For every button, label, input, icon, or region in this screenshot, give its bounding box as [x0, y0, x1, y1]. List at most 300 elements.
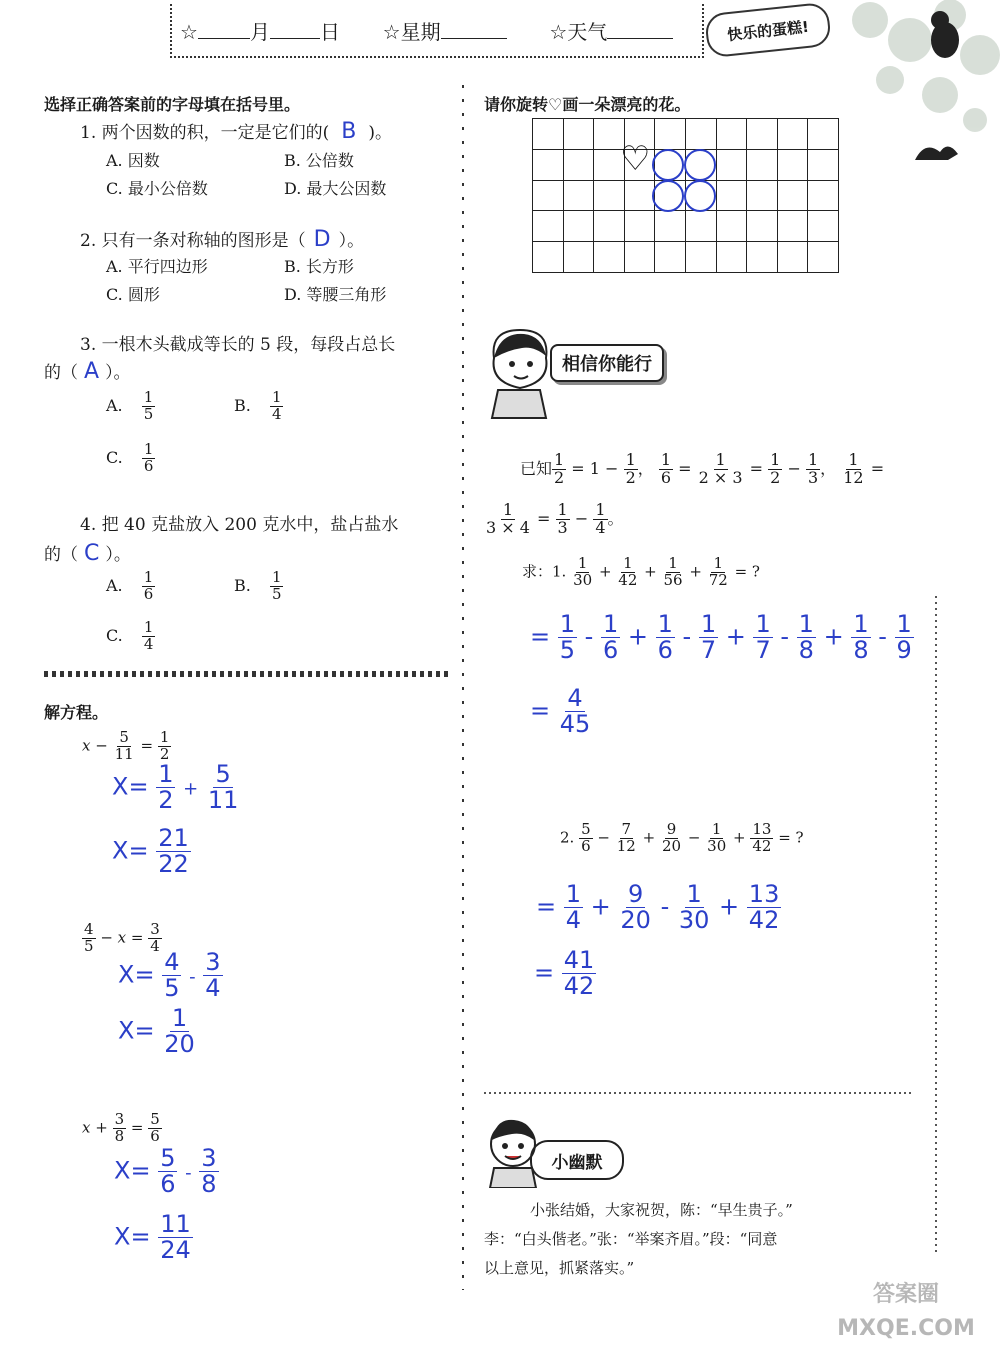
eq1-f2-num: 1: [159, 728, 170, 746]
ans2-result-equals: =: [534, 958, 555, 987]
fraction-denominator: 4: [565, 906, 582, 935]
q2-option-a: A. 平行四边形: [106, 257, 208, 276]
eq3-lhs-text: x +: [82, 1118, 108, 1137]
q3-option-a-den: 5: [143, 404, 154, 423]
grid-cell[interactable]: [685, 210, 717, 242]
equation-2-step1[interactable]: [118, 950, 223, 1001]
grid-cell[interactable]: [777, 210, 809, 242]
question-4-stem2: 的（: [44, 545, 78, 565]
star-icon: ☆: [180, 20, 198, 44]
answer-2-result[interactable]: [534, 948, 596, 999]
eq3-f1-den: 8: [114, 1126, 125, 1145]
fraction: [615, 822, 638, 855]
choice-section-title: 选择正确答案前的字母填在括号里。: [44, 95, 301, 114]
fraction-denominator: 7: [755, 636, 771, 665]
fraction-numerator: 1: [668, 554, 678, 572]
fraction-numerator: 1: [686, 880, 702, 908]
grid-cell[interactable]: [563, 241, 595, 273]
watermark: [816, 1278, 996, 1354]
eq3-step1-f1-den: 6: [160, 1170, 176, 1199]
fraction: [851, 612, 870, 663]
equation-3-problem: [82, 1112, 162, 1145]
fraction-denominator: 42: [748, 906, 780, 935]
equation-1-problem: [82, 730, 171, 763]
eq1-f1-num: 5: [119, 728, 129, 746]
fraction: [747, 882, 782, 933]
eq1-step1-f2-num: 5: [215, 760, 231, 788]
question-1-stem: 1. 两个因数的积，一定是它们的(: [80, 123, 330, 143]
weekday-label: ☆星期: [382, 20, 441, 44]
eq3-step1-f2-num: 3: [201, 1144, 217, 1172]
eq1-f1-den: 11: [114, 744, 134, 763]
fraction: [564, 882, 583, 933]
section-divider-left: [44, 671, 448, 677]
known-f5-den: 2: [770, 467, 781, 487]
known-t3: =: [749, 458, 764, 478]
fraction-numerator: 7: [621, 820, 632, 838]
column-divider: [458, 85, 468, 1290]
weekday-blank[interactable]: [441, 38, 507, 39]
header-fields: [180, 16, 673, 45]
question-3-stem2: 的（: [44, 363, 78, 383]
fraction-denominator: 72: [708, 570, 728, 589]
eq3-step1-lhs: X=: [114, 1156, 151, 1185]
eq3-f2-den: 6: [150, 1126, 160, 1145]
fraction: [601, 612, 620, 663]
eq2-f2-den: 4: [150, 936, 160, 955]
known-f3-den: 6: [660, 467, 672, 487]
eq2-step2-lhs: X=: [118, 1016, 155, 1045]
q3-option-a: [106, 390, 155, 423]
ans1-op: -: [577, 622, 601, 651]
q4-option-a: [106, 570, 155, 603]
ask2-op: +: [637, 828, 660, 847]
fraction: [753, 612, 772, 663]
grid-cell[interactable]: [654, 210, 686, 242]
eq3-step1-f1-num: 5: [160, 1144, 176, 1172]
fraction-denominator: 6: [602, 636, 619, 665]
ans2-equals: =: [536, 892, 557, 921]
question-1-close: )。: [368, 123, 392, 143]
fraction-numerator: 9: [666, 820, 677, 838]
q4-option-a-num: 1: [143, 568, 154, 586]
ask2-op: +: [728, 828, 751, 847]
fraction-denominator: 30: [573, 570, 593, 589]
fraction-denominator: 42: [618, 570, 638, 589]
known-f2-den: 2: [625, 467, 636, 487]
eq1-step2-lhs: X=: [112, 836, 149, 865]
known-f10-den: 4: [595, 517, 606, 537]
eq1-step1-lhs: X=: [112, 772, 149, 801]
ans2-result-num: 41: [563, 946, 595, 974]
known-f7-num: 1: [848, 450, 859, 469]
q3-option-a-num: 1: [143, 388, 154, 406]
grid-cell[interactable]: [624, 210, 656, 242]
eq2-step2-den: 20: [164, 1030, 195, 1059]
q1-option-a: A. 因数: [106, 151, 160, 170]
eq3-f2-num: 5: [150, 1110, 160, 1128]
question-2: [80, 226, 364, 252]
ans1-op: +: [718, 622, 754, 651]
ask1-plus: +: [594, 562, 617, 581]
ask2-op: −: [683, 828, 706, 847]
fraction: [571, 556, 594, 589]
grid-cell[interactable]: [777, 241, 809, 273]
fraction-numerator: 1: [657, 610, 673, 638]
known-prefix: 已知: [520, 458, 553, 478]
q4-option-a-den: 6: [143, 584, 154, 603]
eq2-f1-num: 4: [84, 920, 94, 938]
eq1-step1-f1-den: 2: [158, 786, 174, 815]
known-f7-den: 12: [843, 467, 864, 487]
grid-cell[interactable]: [746, 118, 778, 150]
ask2-end: = ?: [773, 828, 804, 847]
grid-cell[interactable]: [746, 210, 778, 242]
known-sep1: ，: [637, 458, 654, 478]
known-sep2: ，: [820, 458, 837, 478]
known-f4-num: 1: [715, 450, 726, 469]
eq3-step1-f2-den: 8: [201, 1170, 217, 1199]
joke-line-1: 小张结婚，大家祝贺，陈：“早生贵子。”: [530, 1201, 793, 1219]
ans1-result-den: 45: [559, 710, 591, 739]
q4-option-b: [234, 570, 283, 603]
fraction-numerator: 1: [711, 820, 722, 838]
grid-cell[interactable]: [532, 149, 564, 181]
fraction-numerator: 1: [559, 610, 576, 638]
q1-option-d: D. 最大公因数: [284, 179, 387, 198]
month-label: 月: [249, 20, 270, 44]
known-end: 。: [607, 508, 624, 528]
grid-cell[interactable]: [807, 210, 839, 242]
fraction: [660, 822, 683, 855]
fraction: [677, 882, 712, 933]
q4-option-b-num: 1: [271, 568, 282, 586]
question-3-answer[interactable]: A: [84, 359, 100, 384]
fraction-numerator: 1: [623, 554, 633, 572]
known-formula-line1: [520, 452, 884, 487]
question-2-stem: 2. 只有一条对称轴的图形是（: [80, 231, 306, 251]
q3-option-c-den: 6: [143, 456, 154, 475]
answer-1-expansion[interactable]: [530, 612, 914, 663]
q4-option-c-num: 1: [143, 618, 154, 636]
known-f10-num: 1: [595, 500, 606, 519]
humor-badge-text: 小幽默: [551, 1152, 603, 1173]
ans2-result-den: 42: [563, 972, 595, 1001]
fraction-denominator: 6: [581, 836, 591, 855]
question-1-answer[interactable]: B: [341, 119, 357, 144]
q1-option-b: B. 公倍数: [284, 151, 354, 170]
eq3-f1-num: 3: [114, 1110, 125, 1128]
fraction-numerator: 13: [752, 820, 772, 838]
fraction-denominator: 56: [663, 570, 683, 589]
known-t5: =: [870, 458, 885, 478]
question-3: [80, 330, 395, 355]
known-t2: =: [678, 458, 692, 478]
eq3-step2-num: 11: [160, 1210, 191, 1238]
grid-cell[interactable]: [746, 241, 778, 273]
weather-blank[interactable]: [607, 38, 673, 39]
eq3-step2-lhs: X=: [114, 1222, 151, 1251]
grid-cell[interactable]: [746, 149, 778, 181]
q2-option-b: B. 长方形: [284, 257, 354, 276]
q1-option-c: C. 最小公倍数: [106, 179, 208, 198]
grid-cell[interactable]: [563, 210, 595, 242]
fraction: [707, 556, 730, 589]
fraction-denominator: 42: [752, 836, 772, 855]
joke-line-3: 以上意见，抓紧落实。”: [484, 1259, 635, 1277]
fraction-numerator: 1: [602, 610, 619, 638]
q3-option-b-num: 1: [271, 388, 282, 406]
grid-cell[interactable]: [716, 210, 748, 242]
q4-option-c: [106, 620, 155, 653]
ans1-result-equals: =: [530, 696, 551, 725]
fraction-denominator: 30: [678, 906, 710, 935]
q4-option-b-den: 5: [271, 584, 282, 603]
fraction-denominator: 30: [707, 836, 727, 855]
fraction-denominator: 8: [853, 636, 869, 665]
known-f8-den: 3 × 4: [486, 517, 530, 537]
eq3-step2-den: 24: [160, 1236, 191, 1265]
joke-line-2: 李：“白头偕老。”张：“举案齐眉。”段：“同意: [484, 1230, 778, 1248]
q3-option-b: [234, 390, 283, 423]
known-f5-num: 1: [770, 450, 781, 469]
eq1-step1-op: +: [183, 778, 199, 800]
grid-cell[interactable]: [777, 180, 809, 212]
fraction-numerator: 5: [581, 820, 591, 838]
right-margin-dotline: [935, 596, 937, 1256]
eq2-step1-lhs: X=: [118, 960, 155, 989]
joke-text: [484, 1196, 904, 1283]
fraction: [699, 612, 718, 663]
ans1-op: -: [772, 622, 797, 651]
weather-label: ☆天气: [549, 20, 608, 44]
eq1-f2-den: 2: [159, 744, 170, 763]
ans2-op: +: [711, 892, 747, 921]
fraction-denominator: 12: [616, 836, 636, 855]
equation-1-step1[interactable]: [112, 762, 240, 813]
ask1-plus: +: [639, 562, 662, 581]
grid-cell[interactable]: [532, 118, 564, 150]
eq3-equals: =: [130, 1118, 144, 1137]
eq3-step1-op: -: [185, 1162, 192, 1184]
grid-cell[interactable]: [654, 118, 686, 150]
fraction-numerator: 1: [700, 610, 717, 638]
question-3-stem: 3. 一根木头截成等长的 5 段，每段占总长: [80, 335, 396, 355]
grid-cell[interactable]: [563, 149, 595, 181]
fraction-numerator: 1: [577, 554, 588, 572]
grid-cell[interactable]: [685, 118, 717, 150]
grid-cell[interactable]: [777, 118, 809, 150]
section-divider-right: [484, 1092, 912, 1094]
ans1-op: -: [870, 622, 895, 651]
fraction: [656, 612, 675, 663]
fraction-denominator: 7: [700, 636, 717, 665]
fraction-numerator: 1: [755, 610, 771, 638]
fraction-denominator: 6: [657, 636, 673, 665]
flower-task-title: 请你旋转♡画一朵漂亮的花。: [484, 95, 691, 114]
ask-2: [560, 822, 804, 855]
q3-option-a-label: A.: [106, 395, 123, 415]
grid-cell[interactable]: [532, 180, 564, 212]
known-t1: = 1 −: [571, 458, 619, 478]
grid-cell[interactable]: [563, 180, 595, 212]
header-badge-text: 快乐的蛋糕!: [726, 17, 810, 44]
eq2-step1-f2-den: 4: [205, 974, 221, 1003]
fraction-denominator: 20: [620, 906, 651, 935]
known-f1-den: 2: [554, 467, 565, 487]
grid-cell[interactable]: [563, 118, 595, 150]
eq1-step1-f1-num: 1: [158, 760, 174, 788]
ans1-op: -: [674, 622, 699, 651]
believe-badge: 相信你能行: [550, 344, 664, 382]
equation-section-title: 解方程。: [44, 703, 109, 722]
grid-cell[interactable]: [807, 180, 839, 212]
ask2-prefix: 2.: [560, 828, 575, 847]
equation-3-step1[interactable]: [114, 1146, 219, 1197]
day-label: 日: [319, 20, 340, 44]
heart-icon: ♡: [620, 139, 651, 179]
fraction-numerator: 1: [853, 610, 869, 638]
ans1-result-num: 4: [567, 684, 583, 712]
q3-option-b-den: 4: [271, 404, 282, 423]
grid-cell[interactable]: [807, 241, 839, 273]
q4-option-b-label: B.: [234, 575, 251, 595]
fraction-denominator: 20: [661, 836, 682, 855]
ask-1: [522, 556, 760, 589]
known-formula-line2: [484, 502, 624, 537]
month-blank[interactable]: [198, 38, 250, 39]
ask1-prefix: 求：1.: [522, 562, 567, 581]
ask2-op: −: [592, 828, 615, 847]
known-t7: −: [574, 508, 589, 528]
header-badge: [704, 2, 832, 59]
known-f9-den: 3: [557, 517, 568, 537]
grid-cell[interactable]: [716, 180, 748, 212]
known-f1-num: 1: [554, 450, 565, 469]
corner-decoration: [830, 0, 1000, 180]
known-f4-den: 2 × 3: [698, 467, 743, 487]
ans1-equals: =: [530, 622, 551, 651]
ans2-op: -: [652, 892, 677, 921]
day-blank[interactable]: [270, 38, 320, 39]
q3-option-c: [106, 442, 155, 475]
ans2-op: +: [583, 892, 619, 921]
known-f6-den: 3: [807, 467, 819, 487]
grid-cell[interactable]: [807, 118, 839, 150]
eq2-step1-f1-num: 4: [164, 948, 180, 976]
q3-option-c-label: C.: [106, 447, 123, 467]
equation-1-step2[interactable]: [112, 826, 191, 877]
known-t4: −: [787, 458, 801, 478]
q2-option-c: C. 圆形: [106, 285, 160, 304]
q2-option-d: D. 等腰三角形: [284, 285, 387, 304]
q4-option-c-label: C.: [106, 625, 123, 645]
answer-1-result[interactable]: [530, 686, 592, 737]
question-1: [80, 118, 392, 144]
fraction: [895, 612, 914, 663]
grid-cell[interactable]: [777, 149, 809, 181]
grid-cell[interactable]: [593, 210, 625, 242]
fraction-denominator: 8: [798, 636, 814, 665]
grid-cell[interactable]: [716, 149, 748, 181]
fraction-numerator: 1: [798, 610, 814, 638]
eq2-step1-f1-den: 5: [164, 974, 180, 1003]
ask1-plus: +: [684, 562, 707, 581]
fraction: [618, 882, 653, 933]
q4-option-c-den: 4: [143, 634, 154, 653]
ask1-end: = ?: [729, 562, 760, 581]
fraction-numerator: 9: [628, 880, 644, 908]
question-4-stem: 4. 把 40 克盐放入 200 克水中，盐占盐水: [80, 515, 399, 535]
equation-2-step2[interactable]: [118, 1006, 197, 1057]
question-3-close: ）。: [105, 363, 131, 383]
fraction-numerator: 1: [896, 610, 912, 638]
boy-character-icon: [484, 328, 554, 420]
fraction: [662, 556, 685, 589]
grid-cell[interactable]: [716, 118, 748, 150]
fraction-numerator: 1: [565, 880, 582, 908]
eq2-f2-num: 3: [150, 920, 160, 938]
known-f6-num: 1: [807, 450, 819, 469]
fraction: [558, 612, 577, 663]
question-4-close: ）。: [105, 545, 131, 565]
grid-cell[interactable]: [624, 241, 656, 273]
grid-cell[interactable]: [685, 241, 717, 273]
flower-drawing: [650, 148, 720, 214]
known-f9-num: 1: [557, 500, 568, 519]
grid-cell[interactable]: [746, 180, 778, 212]
fraction-denominator: 5: [559, 636, 576, 665]
question-2-close: ）。: [338, 231, 365, 251]
eq1-step2-den: 22: [158, 850, 189, 879]
eq2-step2-num: 1: [171, 1004, 188, 1032]
watermark-text: 答案圈 MXQE.COM: [837, 1282, 975, 1341]
eq2-f1-den: 5: [84, 936, 94, 955]
known-t6: =: [537, 508, 551, 528]
known-f2-num: 1: [625, 450, 636, 469]
equation-3-step2[interactable]: [114, 1212, 193, 1263]
question-2-answer[interactable]: D: [313, 227, 331, 252]
fraction-numerator: 1: [713, 554, 724, 572]
q3-option-b-label: B.: [234, 395, 251, 415]
fraction: [797, 612, 816, 663]
eq2-mid-text: − x =: [100, 928, 144, 947]
grid-cell[interactable]: [654, 241, 686, 273]
question-4-line2: [44, 540, 131, 566]
fraction: [705, 822, 728, 855]
humor-badge: [530, 1140, 624, 1180]
answer-2-expansion[interactable]: [536, 882, 781, 933]
eq1-step1-f2-den: 11: [207, 786, 239, 815]
question-3-line2: [44, 358, 131, 384]
eq1-equals: =: [140, 736, 154, 755]
question-4: [80, 510, 398, 535]
grid-cell[interactable]: [593, 241, 625, 273]
fraction: [616, 556, 639, 589]
grid-cell[interactable]: [593, 180, 625, 212]
grid-cell[interactable]: [532, 210, 564, 242]
grid-cell[interactable]: [716, 241, 748, 273]
ans1-op: +: [815, 622, 852, 651]
known-f8-num: 1: [502, 500, 514, 519]
fraction: [579, 822, 593, 855]
known-f3-num: 1: [660, 450, 672, 469]
grid-cell[interactable]: [532, 241, 564, 273]
question-4-answer[interactable]: C: [84, 541, 100, 566]
fraction-numerator: 13: [748, 880, 780, 908]
grid-cell[interactable]: [807, 149, 839, 181]
q4-option-a-label: A.: [106, 575, 123, 595]
